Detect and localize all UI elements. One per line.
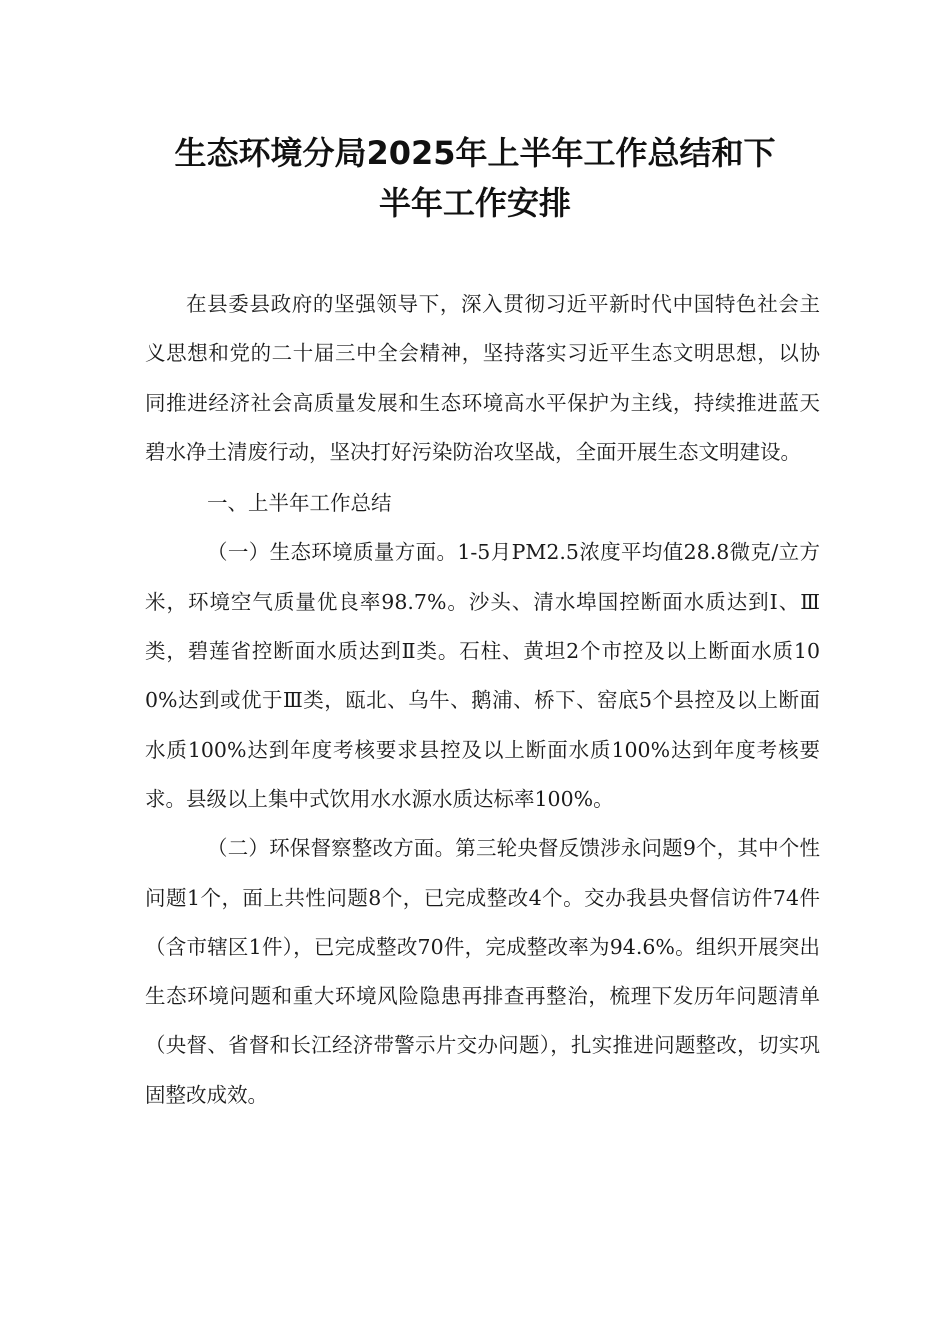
document-title-line-2: 半年工作安排 [378,184,571,222]
intro-paragraph: 在县委县政府的坚强领导下，深入贯彻习近平新时代中国特色社会主义思想和党的二十届三中全会精神，坚持落实习近平生态文明思想，以协同推进经济社会高质量发展和生态环境高水平保护为主线，持续推进蓝天碧水净土清废行动，坚决打好污染防治攻坚战，全面开展生态文明建设。 [145,292,820,464]
paragraph-inspection-rectification: （二）环保督察整改方面。第三轮央督反馈涉永问题9个，其中个性问题1个，面上共性问题8个，已完成整改4个。交办我县央督信访件74件（含市辖区1件），已完成整改70件，完成整改率为94.6%。组织开展突出生态环境问题和重大环境风险隐患再排查再整治，梳理下发历年问题清单（央督、省督和长江经济带警示片交办问题），扎实推进问题整改，切实巩固整改成效。 [145,836,820,1107]
document-body [145,280,820,1120]
section-heading-1: 一、上半年工作总结 [207,491,392,516]
paragraph-eco-quality: （一）生态环境质量方面。1-5月PM2.5浓度平均值28.8微克/立方米，环境空气质量优良率98.7%。沙头、清水埠国控断面水质达到Ⅰ、Ⅲ类，碧莲省控断面水质达到Ⅱ类。石柱、黄坦2个市控及以上断面水质100%达到或优于Ⅲ类，瓯北、乌牛、鹅浦、桥下、窑底5个县控及以上断面水质100%达到年度考核要求县控及以上断面水质100%达到年度考核要求。县级以上集中式饮用水水源水质达标率100%。 [145,540,820,811]
document-title-line-1: 生态环境分局2025年上半年工作总结和下 [174,134,776,172]
